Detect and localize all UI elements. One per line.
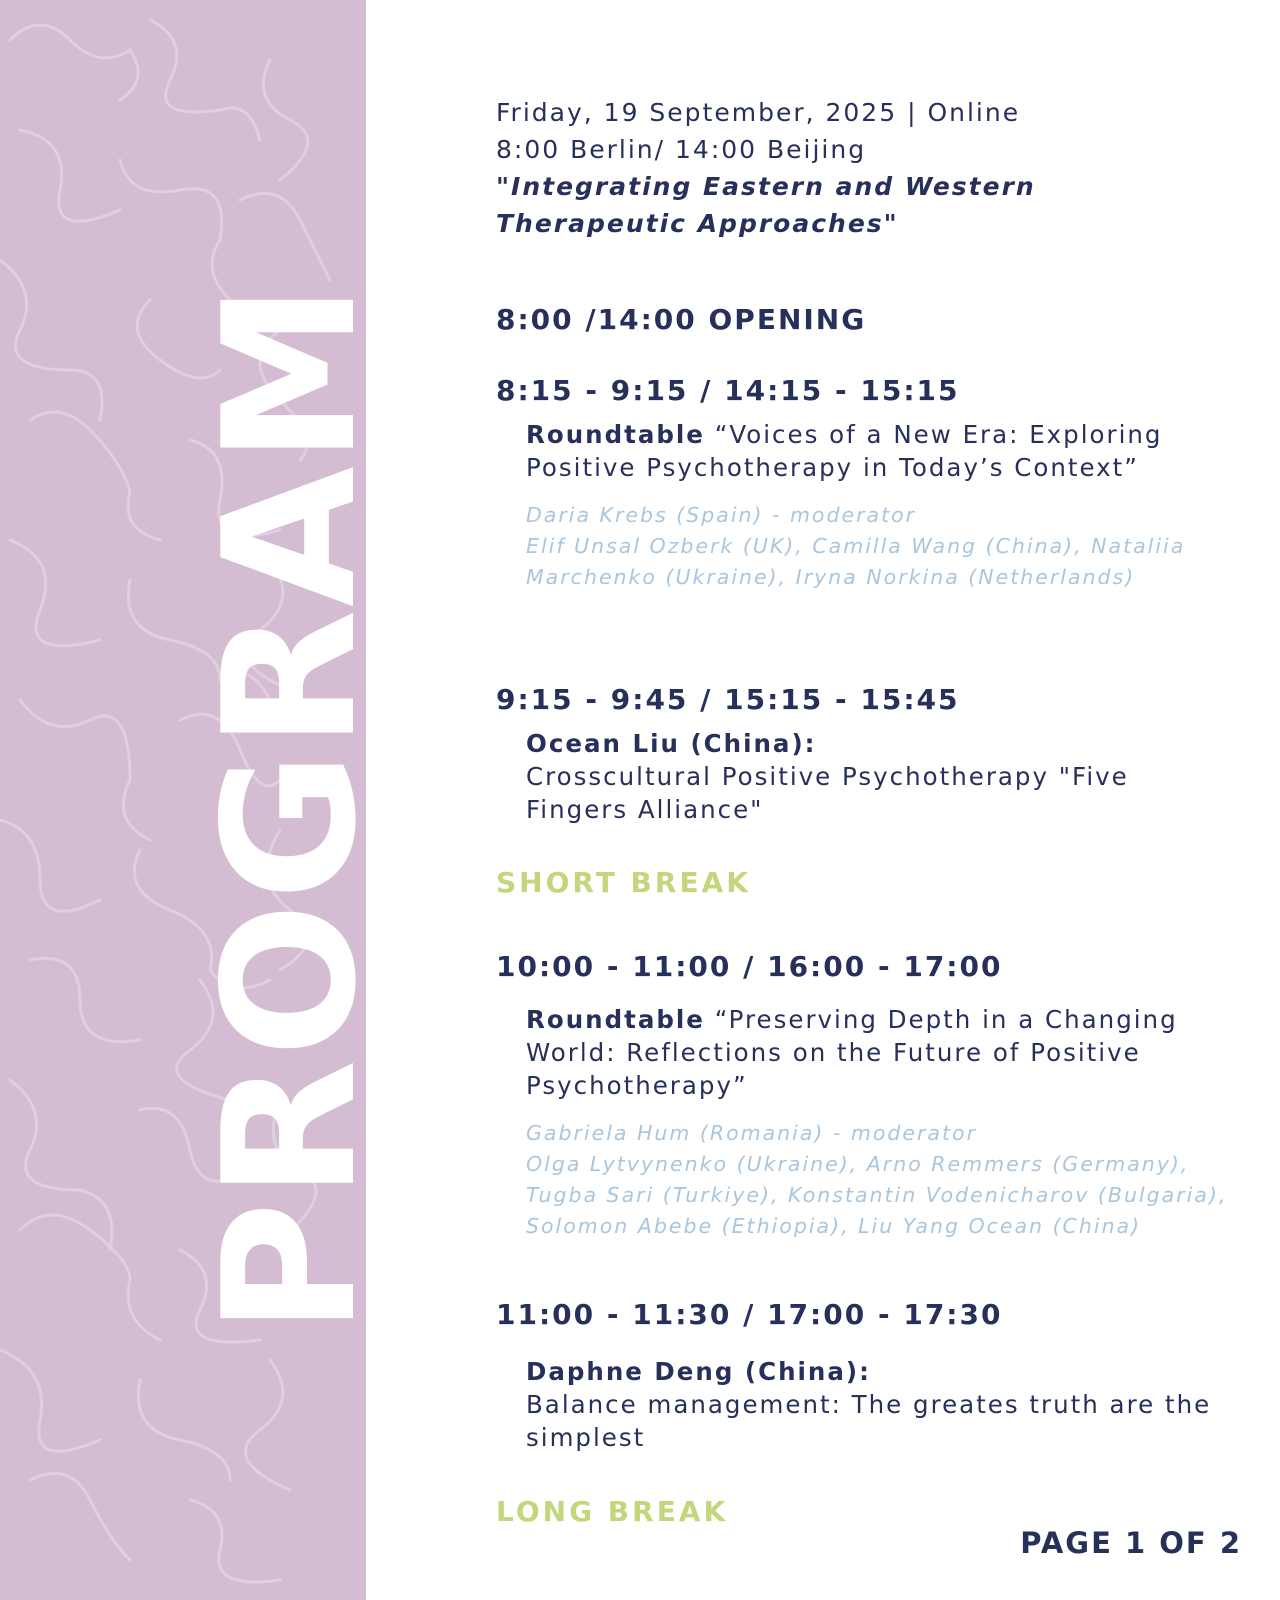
break-label: SHORT BREAK (496, 866, 751, 899)
schedule-time: 10:00 - 11:00 / 16:00 - 17:00 (496, 950, 1003, 983)
session-topic: Balance management: The greates truth are the simplest (526, 1390, 1212, 1452)
schedule-item-short-break (496, 865, 751, 901)
session-title (526, 418, 1236, 484)
session-title (526, 727, 1236, 826)
schedule-item-roundtable-1 (526, 418, 1236, 593)
session-kind: Roundtable (526, 420, 705, 449)
session-topic: “Voices of a New Era: Exploring Positive Psychotherapy in Today’s Context” (526, 420, 1163, 482)
schedule-time: 8:00 /14:00 OPENING (496, 303, 867, 336)
session-kind: Roundtable (526, 1005, 705, 1034)
event-theme-title: "Integrating Eastern and Western Therapeutic Approaches" (496, 172, 1036, 238)
schedule-item-talk-1-time (496, 682, 960, 718)
schedule-time: 8:15 - 9:15 / 14:15 - 15:15 (496, 374, 960, 407)
schedule-item-roundtable-2 (526, 1003, 1236, 1242)
event-date-line: Friday, 19 September, 2025 | Online (496, 98, 1021, 127)
event-time-line: 8:00 Berlin/ 14:00 Beijing (496, 135, 867, 164)
schedule-item-talk-2 (526, 1355, 1236, 1454)
session-title (526, 1003, 1236, 1102)
schedule-item-talk-2-time (496, 1297, 1002, 1333)
event-header (496, 94, 1236, 242)
session-title (526, 1355, 1236, 1454)
schedule-item-long-break (496, 1494, 728, 1530)
schedule-item-talk-1 (526, 727, 1236, 826)
page-indicator: PAGE 1 OF 2 (1020, 1526, 1242, 1560)
session-topic: Crosscultural Positive Psychotherapy "Five Fingers Alliance" (526, 762, 1129, 824)
session-speaker: Daphne Deng (China): (526, 1357, 871, 1386)
session-participants: Gabriela Hum (Romania) - moderator Olga Lytvynenko (Ukraine), Arno Remmers (Germany), Tugba Sari (Turkiye), Konstantin Vodenicharov (Bulgaria), Solomon Abebe (Ethiopia), Liu Yang Ocean (China) (526, 1121, 1228, 1238)
schedule-time: 9:15 - 9:45 / 15:15 - 15:45 (496, 683, 960, 716)
session-speaker: Ocean Liu (China): (526, 729, 817, 758)
program-vertical-title: PROGRAM (184, 281, 396, 1335)
schedule-time: 11:00 - 11:30 / 17:00 - 17:30 (496, 1298, 1003, 1331)
schedule-item-roundtable-1-time (496, 373, 960, 409)
break-label: LONG BREAK (496, 1495, 729, 1528)
session-topic: “Preserving Depth in a Changing World: Reflections on the Future of Positive Psychotherapy” (526, 1005, 1178, 1100)
schedule-item-opening (496, 302, 866, 338)
schedule-item-roundtable-2-time (496, 949, 1002, 985)
session-participants: Daria Krebs (Spain) - moderator Elif Unsal Ozberk (UK), Camilla Wang (China), Nataliia Marchenko (Ukraine), Iryna Norkina (Netherlands) (526, 503, 1186, 589)
sidebar-band (0, 0, 396, 1600)
